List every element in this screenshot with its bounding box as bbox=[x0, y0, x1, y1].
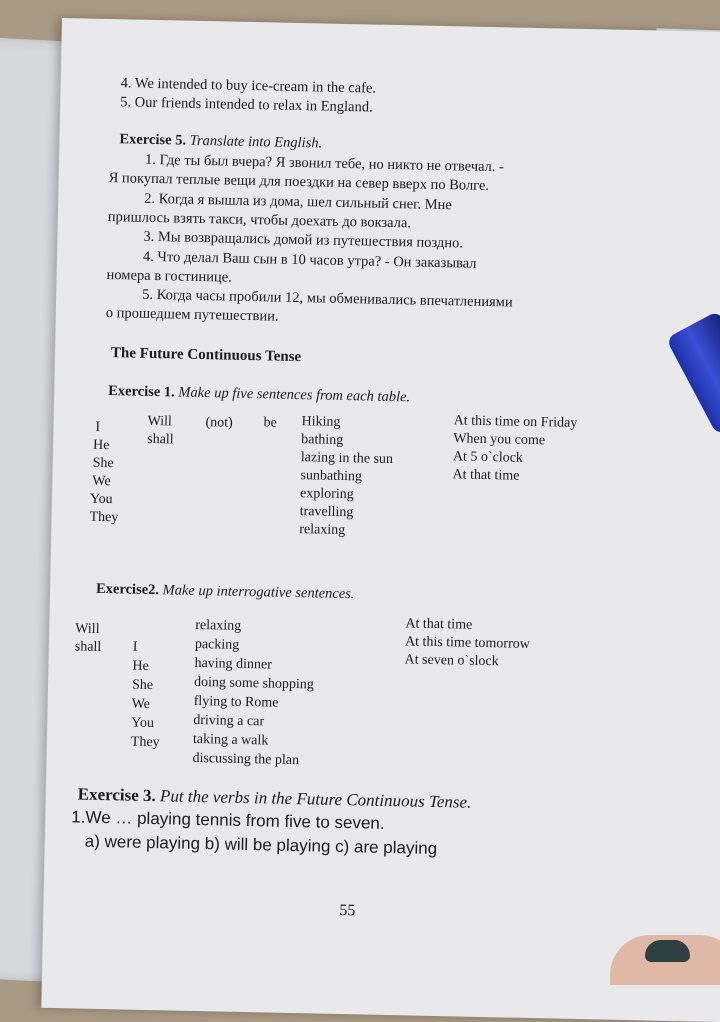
page-number: 55 bbox=[339, 902, 356, 920]
top-line-5: 5. Our friends intended to relax in England. bbox=[120, 94, 373, 116]
exercise5-instruction: Translate into English. bbox=[189, 132, 323, 152]
ex1-verb-1: Hiking bbox=[301, 414, 341, 430]
exercise1-label: Exercise 1. bbox=[108, 383, 175, 401]
exercise2-label: Exercise2. bbox=[95, 580, 160, 599]
ex1-subject-he: He bbox=[92, 437, 110, 454]
ex1-verb-3: lazing in the sun bbox=[300, 450, 394, 468]
ex1-time-2: When you come bbox=[453, 431, 546, 449]
exercise1-instruction: Make up five sentences from each table. bbox=[178, 384, 411, 406]
ex1-subject-i: I bbox=[95, 419, 101, 435]
ex1-verb-7: relaxing bbox=[299, 522, 346, 539]
exercise3-question: 1.We … playing tennis from five to seven. bbox=[71, 807, 385, 833]
exercise5-line-2: Я покупал теплые вещи для поездки на север вверх по Волге. bbox=[108, 170, 490, 194]
ex1-verb-4: sunbathing bbox=[300, 468, 363, 485]
ex2-verb-4: doing some shopping bbox=[193, 674, 315, 693]
ex1-verb-6: travelling bbox=[299, 504, 354, 521]
ex2-verb-7: taking a walk bbox=[192, 731, 269, 749]
ex1-verb-5: exploring bbox=[299, 486, 354, 503]
ex2-verb-3: having dinner bbox=[194, 655, 273, 673]
ex2-subject-you: You bbox=[131, 715, 155, 732]
fingernail bbox=[645, 940, 690, 962]
ex2-verb-8: discussing the plan bbox=[192, 750, 300, 769]
ex1-subject-they: They bbox=[89, 509, 119, 526]
ex2-verb-1: relaxing bbox=[195, 617, 242, 634]
exercise3-options: a) were playing b) will be playing c) are playing bbox=[84, 831, 438, 859]
exercise5-label: Exercise 5. bbox=[119, 131, 187, 149]
exercise2-instruction: Make up interrogative sentences. bbox=[162, 582, 355, 603]
ex2-time-1: At that time bbox=[405, 616, 473, 633]
ex1-negation: (not) bbox=[205, 415, 233, 431]
page-content bbox=[71, 74, 661, 920]
exercise5-line-5: 3. Мы возвращались домой из путешествия поздно. bbox=[143, 228, 464, 252]
ex1-time-3: At 5 o`clock bbox=[452, 449, 524, 466]
exercise5-line-4: пришлось взять такси, чтобы доехать до вокзала. bbox=[107, 209, 412, 232]
exercise3-label: Exercise 3. bbox=[77, 784, 156, 806]
ex2-time-3: At seven o`slock bbox=[404, 652, 499, 670]
ex2-verb-6: driving a car bbox=[193, 712, 265, 730]
ex1-subject-she: She bbox=[92, 455, 114, 472]
ex1-subject-you: You bbox=[89, 491, 113, 508]
ex1-subject-we: We bbox=[92, 473, 111, 490]
ex2-subject-we: We bbox=[131, 696, 151, 712]
exercise3-title bbox=[78, 785, 472, 812]
ex1-aux-will: Will bbox=[147, 413, 173, 430]
exercise5-line-6: 4. Что делал Ваш сын в 10 часов утра? - Он заказывал bbox=[142, 248, 477, 272]
ex1-verb-2: bathing bbox=[301, 432, 344, 448]
ex2-verb-5: flying to Rome bbox=[193, 693, 279, 711]
exercise5-line-1: 1. Где ты был вчера? Я звонил тебе, но никто не отвечал. - bbox=[144, 151, 505, 176]
ex2-subject-he: He bbox=[132, 658, 149, 674]
ex1-be: be bbox=[263, 415, 277, 431]
ex2-subject-they: They bbox=[130, 734, 160, 751]
exercise5-line-9: о прошедшем путешествии. bbox=[105, 304, 279, 325]
ex1-time-1: At this time on Friday bbox=[453, 413, 578, 431]
ex2-time-2: At this time tomorrow bbox=[404, 634, 530, 652]
section-title: The Future Continuous Tense bbox=[110, 345, 302, 366]
ex2-aux-will: Will bbox=[75, 621, 100, 637]
book-page bbox=[41, 18, 720, 1022]
exercise2-title bbox=[96, 580, 355, 604]
top-line-4: 4. We intended to buy ice-cream in the cafe. bbox=[120, 75, 377, 97]
ex2-aux-shall: shall bbox=[74, 639, 102, 655]
exercise1-title bbox=[108, 382, 410, 407]
exercise5-line-3: 2. Когда я вышла из дома, шел сильный снег. Мне bbox=[144, 190, 452, 214]
ex1-time-4: At that time bbox=[452, 467, 520, 484]
exercise3-instruction: Put the verbs in the Future Continuous Tense. bbox=[159, 786, 472, 812]
exercise5-line-8: 5. Когда часы пробили 12, мы обменивались впечатлениями bbox=[142, 286, 513, 311]
ex2-subject-she: She bbox=[131, 677, 154, 694]
ex2-subject-i: I bbox=[132, 639, 138, 655]
ex1-aux-shall: shall bbox=[147, 431, 174, 448]
ex2-verb-2: packing bbox=[194, 636, 240, 653]
exercise5-line-7: номера в гостинице. bbox=[106, 266, 232, 286]
